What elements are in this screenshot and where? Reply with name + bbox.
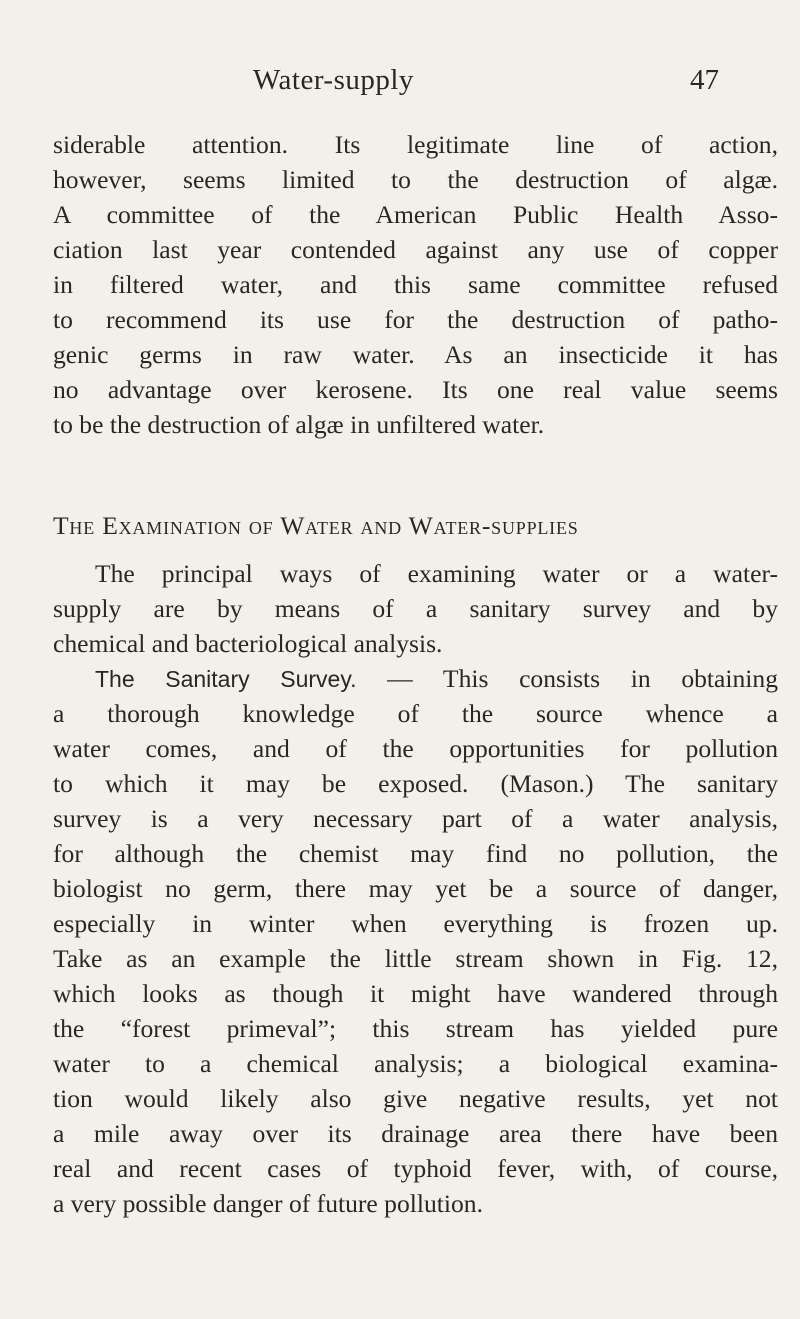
running-head xyxy=(0,64,800,104)
text-line: chemical and bacteriological analysis. xyxy=(53,629,443,658)
text-line: a very possible danger of future pollution. xyxy=(53,1189,484,1218)
text-line: a thorough knowledge of the source whence a xyxy=(53,699,778,728)
text-line: no advantage over kerosene. Its one real value seems xyxy=(53,375,778,404)
page-number: 47 xyxy=(690,64,719,96)
text-line: to recommend its use for the destruction of patho- xyxy=(53,305,778,334)
running-title: Water-supply xyxy=(253,64,414,96)
paragraph-intro xyxy=(53,556,778,661)
text-line: water to a chemical analysis; a biological examina- xyxy=(53,1049,778,1078)
text-line: biologist no germ, there may yet be a source of danger, xyxy=(53,874,778,903)
text-line: which looks as though it might have wandered through xyxy=(53,979,778,1008)
text-line: A committee of the American Public Health Asso- xyxy=(53,200,778,229)
text-line: tion would likely also give negative results, yet not xyxy=(53,1084,778,1113)
text-line: to be the destruction of algæ in unfiltered water. xyxy=(53,410,545,439)
text-line: the “forest primeval”; this stream has yielded pure xyxy=(53,1014,778,1043)
text-run: — This consists in obtaining xyxy=(356,664,778,693)
text-line: ciation last year contended against any use of copper xyxy=(53,235,778,264)
text-line: for although the chemist may find no pollution, the xyxy=(53,839,778,868)
section-heading: The Examination of Water and Water-supplies xyxy=(53,511,579,540)
text-line: survey is a very necessary part of a water analysis, xyxy=(53,804,778,833)
text-line: especially in winter when everything is frozen up. xyxy=(53,909,778,938)
text-line: siderable attention. Its legitimate line of action, xyxy=(53,130,778,159)
text-line: however, seems limited to the destruction of algæ. xyxy=(53,165,778,194)
paragraph-sanitary-survey xyxy=(53,661,778,1221)
text-line: in filtered water, and this same committee refused xyxy=(53,270,778,299)
text-line xyxy=(53,661,778,696)
text-line: supply are by means of a sanitary survey and by xyxy=(53,594,778,623)
text-line: water comes, and of the opportunities for pollution xyxy=(53,734,778,763)
paragraph-continuation xyxy=(53,127,778,442)
text-line: genic germs in raw water. As an insecticide it has xyxy=(53,340,778,369)
text-line: a mile away over its drainage area there have been xyxy=(53,1119,778,1148)
text-line: real and recent cases of typhoid fever, with, of course, xyxy=(53,1154,778,1183)
text-line: Take as an example the little stream shown in Fig. 12, xyxy=(53,944,778,973)
text-line: The principal ways of examining water or a water- xyxy=(95,559,778,588)
text-line: to which it may be exposed. (Mason.) The sanitary xyxy=(53,769,778,798)
inline-heading: The Sanitary Survey. xyxy=(95,666,357,692)
